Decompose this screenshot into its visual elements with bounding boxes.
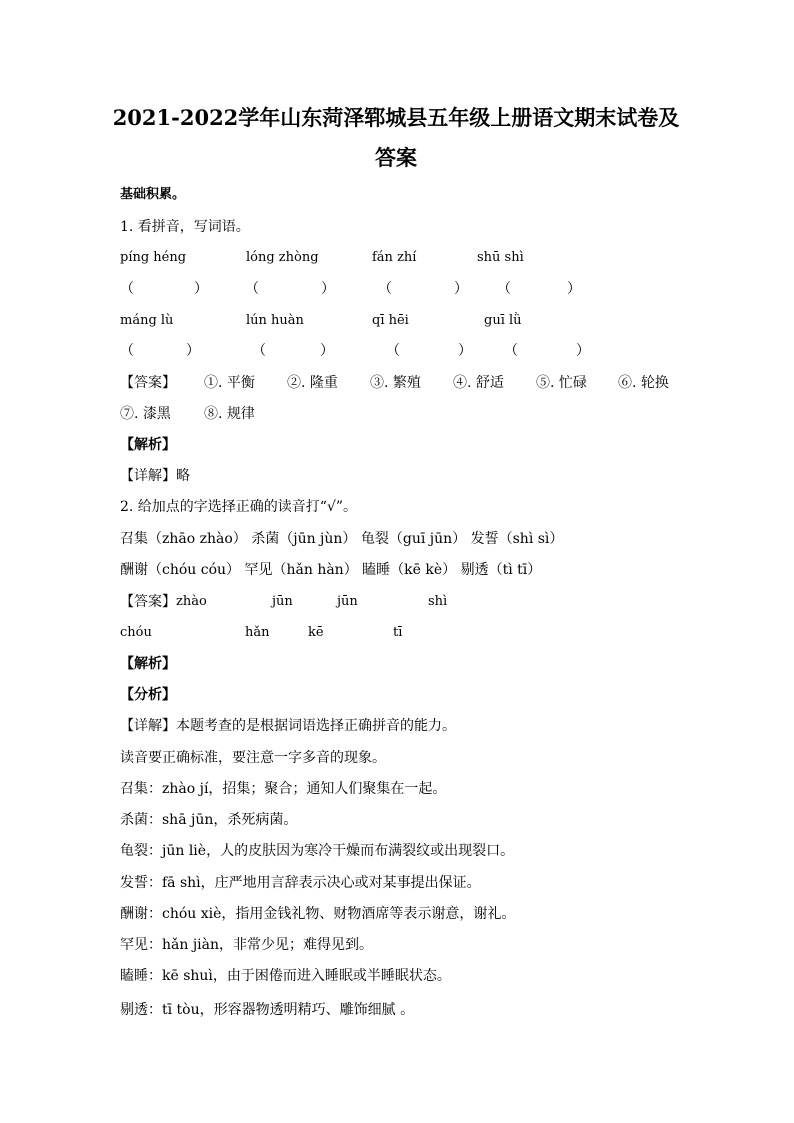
- q2-answer-6: hǎn: [245, 625, 270, 640]
- paren-close: ）: [458, 343, 472, 359]
- q1-pinyin-7: qī hēi: [372, 313, 409, 328]
- document-title-line1: 2021-2022学年山东菏泽郓城县五年级上册语文期末试卷及: [112, 105, 680, 130]
- q2-answer-1: zhào: [176, 594, 207, 609]
- q2-explanation-4: 发誓：fā shì，庄严地用言辞表示决心或对某事提出保证。: [120, 875, 481, 891]
- paren-open: （: [252, 343, 266, 359]
- q1-pinyin-1: píng héng: [120, 250, 187, 265]
- q1-pinyin-4: shū shì: [477, 250, 524, 265]
- q1-blank-6[interactable]: [252, 342, 334, 360]
- q2-answer-2: jūn: [272, 594, 293, 609]
- q1-pinyin-3: fán zhí: [372, 250, 417, 265]
- paren-close: ）: [576, 343, 590, 359]
- document-title-line2: 答案: [375, 145, 417, 170]
- paren-close: ）: [186, 343, 200, 359]
- q2-answer-5: chóu: [120, 625, 152, 640]
- q1-pinyin-8: guī lǜ: [484, 313, 522, 328]
- q1-answer-6: ⑥. 轮换: [618, 375, 669, 391]
- paren-open: （: [504, 343, 518, 359]
- q1-pinyin-6: lún huàn: [246, 313, 304, 328]
- q1-answer-8: ⑧. 规律: [204, 406, 255, 422]
- q1-answer-2: ②. 隆重: [287, 375, 338, 391]
- paren-open: （: [497, 281, 511, 297]
- q2-explanation-6: 罕见：hǎn jiàn，非常少见；难得见到。: [120, 937, 374, 953]
- paren-open: （: [378, 281, 392, 297]
- q1-blank-3[interactable]: [378, 280, 468, 298]
- paren-close: ）: [454, 281, 468, 297]
- q1-analysis-label: 【解析】: [120, 437, 176, 453]
- q2-row1: 召集（zhāo zhào） 杀菌（jūn jùn） 龟裂（guī jūn） 发誓（shì sì）: [120, 531, 564, 547]
- q1-answer-4: ④. 舒适: [453, 375, 504, 391]
- paren-open: （: [386, 343, 400, 359]
- q1-blank-7[interactable]: [386, 342, 472, 360]
- q1-blank-4[interactable]: [497, 280, 581, 298]
- q2-explanation-5: 酬谢：chóu xiè，指用金钱礼物、财物酒席等表示谢意，谢礼。: [120, 906, 516, 922]
- paren-close: ）: [567, 281, 581, 297]
- q2-explanation-3: 龟裂：jūn liè，人的皮肤因为寒冷干燥而布满裂纹或出现裂口。: [120, 843, 515, 859]
- q2-answer-3: jūn: [337, 594, 358, 609]
- q2-fenxi-label: 【分析】: [120, 687, 176, 703]
- paren-close: ）: [194, 281, 208, 297]
- q2-explanation-2: 杀菌：shā jūn，杀死病菌。: [120, 812, 298, 828]
- q2-explanation-7: 瞌睡：kē shuì，由于困倦而进入睡眠或半睡眠状态。: [120, 968, 451, 984]
- q1-detail: 【详解】略: [120, 468, 190, 484]
- q1-answer-label: 【答案】: [120, 375, 176, 391]
- q2-note: 读音要正确标准，要注意一字多音的现象。: [120, 750, 386, 766]
- q1-pinyin-5: máng lù: [120, 313, 174, 328]
- q2-answer-7: kē: [308, 625, 324, 640]
- section-heading: 基础积累。: [120, 187, 186, 202]
- q1-blank-1[interactable]: [120, 280, 208, 298]
- q1-answer-1: ①. 平衡: [204, 375, 255, 391]
- q2-answer-4: shì: [428, 594, 448, 609]
- q2-prompt: 2. 给加点的字选择正确的读音打“√”。: [120, 499, 358, 515]
- paren-close: ）: [321, 281, 335, 297]
- paren-close: ）: [320, 343, 334, 359]
- q1-blank-2[interactable]: [245, 280, 335, 298]
- q2-answer-label: 【答案】: [120, 594, 176, 610]
- q1-blank-8[interactable]: [504, 342, 590, 360]
- q2-explanation-1: 召集：zhào jí，招集；聚合；通知人们聚集在一起。: [120, 781, 447, 797]
- q2-explanation-8: 剔透：tī tòu，形容器物透明精巧、雕饰细腻 。: [120, 1002, 415, 1018]
- q2-answer-8: tī: [393, 625, 403, 640]
- paren-open: （: [245, 281, 259, 297]
- paren-open: （: [120, 343, 134, 359]
- q1-prompt: 1. 看拼音，写词语。: [120, 219, 250, 235]
- q1-answer-7: ⑦. 漆黑: [120, 406, 171, 422]
- q1-answer-5: ⑤. 忙碌: [536, 375, 587, 391]
- q2-analysis-label: 【解析】: [120, 656, 176, 672]
- paren-open: （: [120, 281, 134, 297]
- q1-pinyin-2: lóng zhòng: [246, 250, 319, 265]
- q1-blank-5[interactable]: [120, 342, 200, 360]
- q2-detail: 【详解】本题考查的是根据词语选择正确拼音的能力。: [120, 718, 456, 734]
- q2-row2: 酬谢（chóu cóu） 罕见（hǎn hàn） 瞌睡（kē kè） 剔透（tì tī）: [120, 562, 542, 578]
- q1-answer-3: ③. 繁殖: [370, 375, 421, 391]
